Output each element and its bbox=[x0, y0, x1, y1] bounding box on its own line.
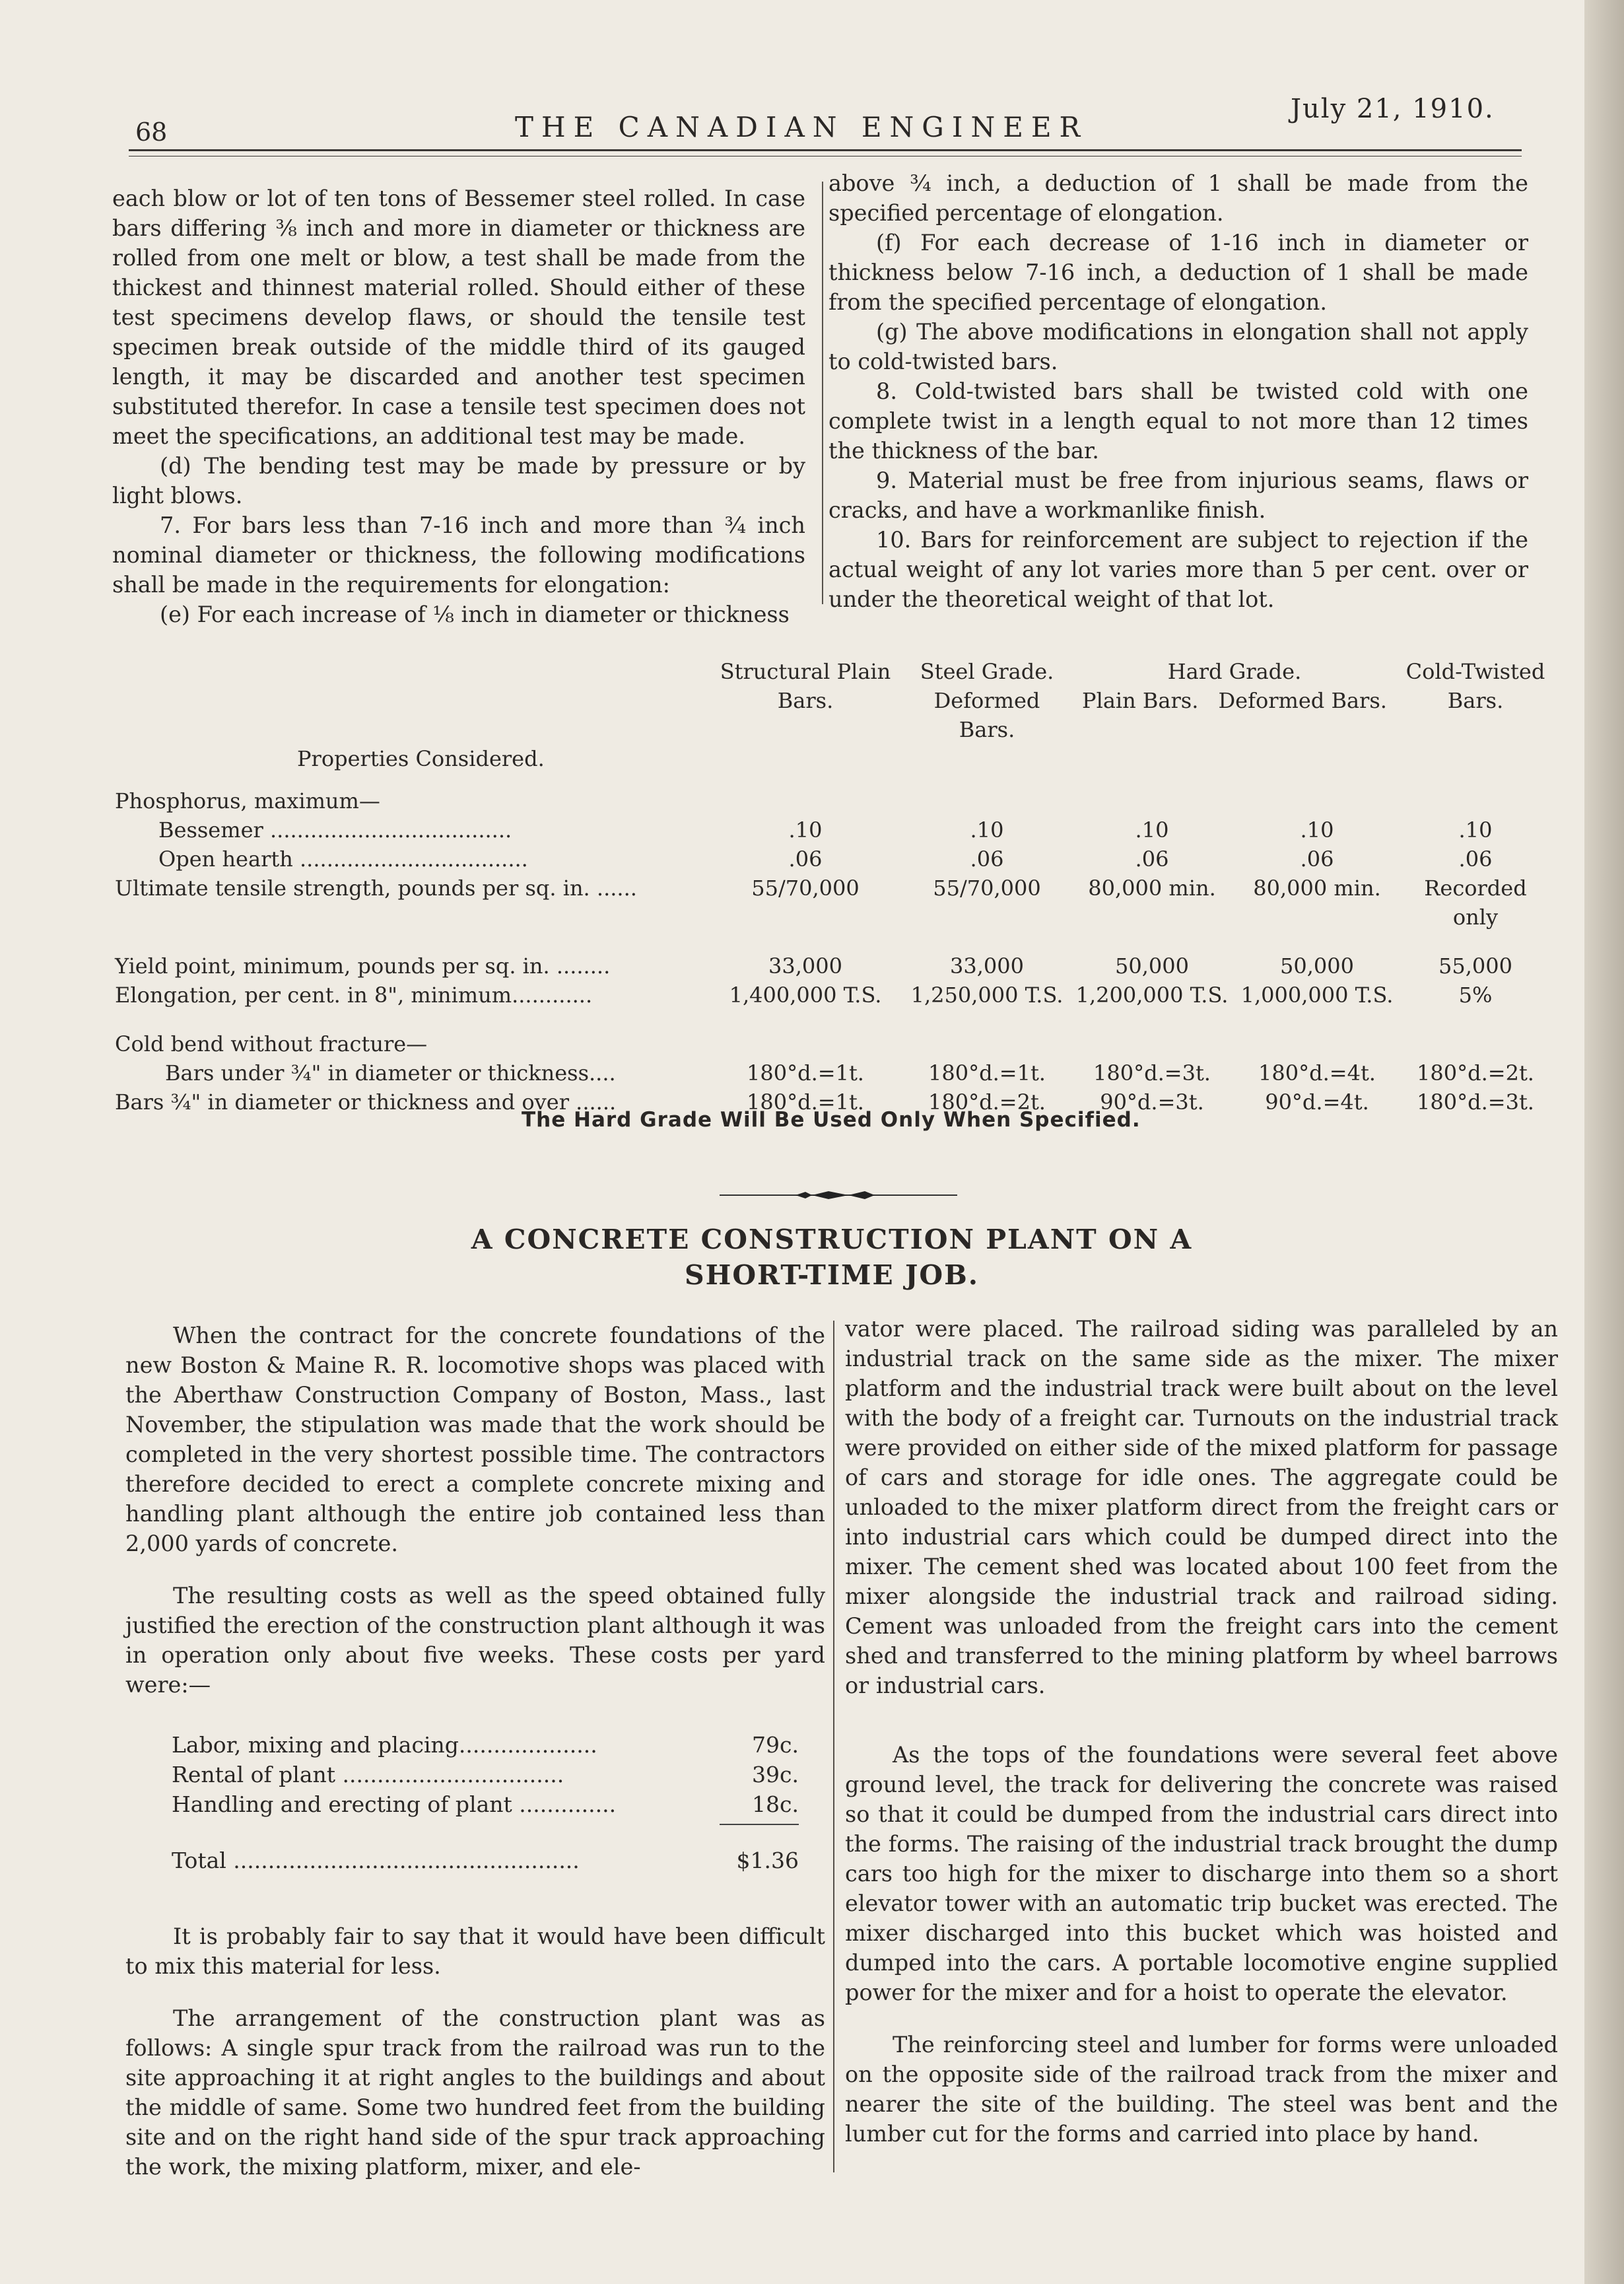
row-label: Cold bend without fracture— bbox=[115, 1031, 428, 1056]
table-cell: 90°d.=3t. bbox=[1100, 1090, 1204, 1115]
article-paragraph: When the contract for the concrete foundations of the new Boston & Maine R. R. locomotive shops was placed with the Aberthaw Construction Company of Boston, Mass., last November, the stipulation was made that the work should be completed in the very shortest possible time. The contractors therefore decided to erect a complete concrete mixing and handling plant although the entire job contained less than 2,000 yards of concrete. bbox=[125, 1323, 825, 1556]
header-rule bbox=[129, 149, 1522, 151]
table-cell: 180°d.=4t. bbox=[1258, 1060, 1376, 1086]
spec-paragraph: above ¾ inch, a deduction of 1 shall be made from the specified percentage of elongation. bbox=[829, 170, 1528, 226]
article-paragraph: As the tops of the foundations were several feet above ground level, the track for delivering the concrete was raised so that it could be dumped from the industrial cars direct into the forms. The raising of the industrial track brought the dump cars too high for the mixer to discharge into them so a short elevator tower with an automatic trip bucket was erected. The mixer discharged into this bucket which was hoisted and dumped into the cars. A portable locomotive engine supplied power for the mixer and for a hoist to operate the elevator. bbox=[845, 1742, 1558, 2005]
spec-paragraph: 10. Bars for reinforcement are subject to rejection if the actual weight of any lot varies more than 5 per cent. over or under the theoretical weight of that lot. bbox=[829, 527, 1528, 612]
article-paragraph: The reinforcing steel and lumber for forms were unloaded on the opposite side of the railroad track from the mixer and nearer the site of the building. The steel was bent and the lumber cut for the forms and carried into place by hand. bbox=[845, 2032, 1558, 2147]
table-cell: 1,250,000 T.S. bbox=[910, 983, 1064, 1008]
table-cell: 1,400,000 T.S. bbox=[729, 983, 882, 1008]
row-label: Yield point, minimum, pounds per sq. in. ........ bbox=[115, 953, 611, 979]
group-hard-grade bbox=[1069, 657, 1400, 744]
article-title-line-2: SHORT-TIME JOB. bbox=[684, 1259, 979, 1291]
table-cell: 1,200,000 T.S. bbox=[1075, 983, 1229, 1008]
table-row bbox=[112, 845, 1551, 874]
cost-total-label: Total .................................................. bbox=[172, 1848, 580, 1873]
table-row bbox=[112, 1029, 1551, 1058]
row-label: Elongation, per cent. in 8", minimum............ bbox=[115, 983, 593, 1008]
table-cell: 80,000 min. bbox=[1088, 876, 1216, 901]
group-steel-grade bbox=[904, 657, 1069, 744]
article-paragraph: vator were placed. The railroad siding was paralleled by an industrial track on the same side as the mixer. The mixer platform and the industrial track were built about on the level with the body of a freight car. Turnouts on the industrial track were provided on either side of the mixed platform for passage of cars and storage for idle ones. The aggregate could be unloaded to the mixer platform direct from the freight cars or into industrial cars which could be dumped direct into the mixer. The cement shed was located about 100 feet from the mixer alongside the industrial track and railroad siding. Cement was unloaded from the freight cars into the cement shed and transferred to the mining platform by wheel barrows or industrial cars. bbox=[845, 1316, 1558, 1698]
row-label: Bessemer .................................... bbox=[158, 817, 512, 843]
article-left-column-lower bbox=[125, 1921, 825, 2182]
table-cell: .10 bbox=[1135, 817, 1169, 843]
cost-row bbox=[172, 1760, 799, 1789]
table-cell: 180°d.=1t. bbox=[928, 1060, 1046, 1086]
col-properties-header: Properties Considered. bbox=[297, 746, 545, 771]
page-edge-shadow bbox=[1584, 0, 1624, 2284]
row-label: Open hearth .................................. bbox=[158, 847, 528, 872]
row-label: Bars under ¾" in diameter or thickness.... bbox=[165, 1060, 616, 1086]
table-cell: 55/70,000 bbox=[933, 876, 1041, 901]
issue-date: July 21, 1910. bbox=[1291, 94, 1495, 124]
table-cell: .06 bbox=[1135, 847, 1169, 872]
cost-row bbox=[172, 1730, 799, 1760]
cost-table bbox=[172, 1730, 799, 1875]
table-cell: 50,000 bbox=[1115, 953, 1189, 979]
table-row bbox=[112, 744, 1551, 773]
col-structural-header: Structural Plain Bars. bbox=[720, 659, 891, 713]
cost-label: Rental of plant ................................ bbox=[172, 1762, 564, 1787]
table-cell: .06 bbox=[788, 847, 823, 872]
spec-paragraph: 9. Material must be free from injurious seams, flaws or cracks, and have a workmanlike finish. bbox=[829, 467, 1528, 523]
table-cell: 5% bbox=[1458, 983, 1493, 1008]
table-cell: 180°d.=2t. bbox=[928, 1090, 1046, 1115]
table-row bbox=[112, 786, 1551, 815]
cost-row bbox=[172, 1789, 799, 1819]
table-cell: 80,000 min. bbox=[1253, 876, 1381, 901]
section-ornament-icon bbox=[720, 1189, 957, 1202]
article-title-line-1: A CONCRETE CONSTRUCTION PLANT ON A bbox=[471, 1224, 1193, 1255]
table-group-header bbox=[112, 657, 1551, 744]
article-paragraph: The resulting costs as well as the speed obtained fully justified the erection of the construction plant although it was in operation only about five weeks. These costs per yard were:— bbox=[125, 1583, 825, 1698]
table-row bbox=[112, 1058, 1551, 1088]
row-label: Ultimate tensile strength, pounds per sq. in. ...... bbox=[115, 876, 637, 901]
cost-label: Labor, mixing and placing.................... bbox=[172, 1732, 597, 1758]
table-cell: 50,000 bbox=[1280, 953, 1354, 979]
table-row bbox=[112, 981, 1551, 1010]
spec-paragraph: (e) For each increase of ⅛ inch in diameter or thickness bbox=[160, 602, 790, 627]
article-paragraph: It is probably fair to say that it would have been difficult to mix this material for less. bbox=[125, 1923, 825, 1979]
cost-total-row bbox=[172, 1846, 799, 1875]
table-cell: 33,000 bbox=[950, 953, 1024, 979]
table-cell: 55,000 bbox=[1438, 953, 1512, 979]
hard-grade-note: The Hard Grade Will Be Used Only When Specified. bbox=[522, 1108, 1141, 1132]
article-right-column bbox=[845, 1314, 1558, 2149]
table-cell: .10 bbox=[1458, 817, 1493, 843]
column-divider bbox=[833, 1321, 834, 2172]
table-cell: Recorded only bbox=[1424, 876, 1527, 930]
table-cell: .06 bbox=[970, 847, 1004, 872]
spec-right-column bbox=[829, 168, 1528, 614]
table-row bbox=[112, 874, 1551, 932]
table-row bbox=[112, 815, 1551, 845]
col-steel-deformed-header: Deformed Bars. bbox=[933, 688, 1040, 742]
table-cell: 90°d.=4t. bbox=[1265, 1090, 1369, 1115]
hard-grade-label: Hard Grade. bbox=[1167, 659, 1302, 684]
table-cell: 180°d.=1t. bbox=[747, 1090, 864, 1115]
spec-paragraph: (f) For each decrease of 1-16 inch in diameter or thickness below 7-16 inch, a deduction of 1 shall be made from the specified percentage of elongation. bbox=[829, 230, 1528, 315]
table-cell: .10 bbox=[788, 817, 823, 843]
cost-label: Handling and erecting of plant .............. bbox=[172, 1791, 617, 1817]
row-label: Phosphorus, maximum— bbox=[115, 788, 380, 813]
cost-total-amount: $1.36 bbox=[736, 1848, 799, 1873]
cost-amount: 39c. bbox=[752, 1762, 799, 1787]
table-row bbox=[112, 952, 1551, 981]
table-cell: 33,000 bbox=[768, 953, 842, 979]
bar-specification-table bbox=[112, 657, 1551, 1117]
journal-title: THE CANADIAN ENGINEER bbox=[515, 111, 1089, 143]
column-divider bbox=[822, 182, 823, 604]
article-paragraph: The arrangement of the construction plant was as follows: A single spur track from the railroad was run to the site approaching it at right angles to the buildings and about the middle of same. Some two hundred feet from the building site and on the right hand side of the spur track approaching the work, the mixing platform, mixer, and ele- bbox=[125, 2005, 825, 2180]
table-cell: 1,000,000 T.S. bbox=[1240, 983, 1394, 1008]
spec-paragraph: 8. Cold-twisted bars shall be twisted cold with one complete twist in a length equal to not more than 12 times the thickness of the bar. bbox=[829, 378, 1528, 464]
spec-paragraph: each blow or lot of ten tons of Bessemer steel rolled. In case bars differing ⅜ inch and more in diameter or thickness are rolled from one melt or blow, a test shall be made from the thickest and thinnest material rolled. Should either of these test specimens develop flaws, or should the tensile test specimen break outside of the middle third of its gauged length, it may be discarded and another test specimen substituted therefor. In case a tensile test specimen does not meet the specifications, an additional test may be made. bbox=[112, 186, 805, 449]
table-cell: .06 bbox=[1300, 847, 1334, 872]
steel-grade-label: Steel Grade. bbox=[920, 659, 1054, 684]
table-cell: 55/70,000 bbox=[751, 876, 860, 901]
table-cell: .06 bbox=[1458, 847, 1493, 872]
table-cell: 180°d.=2t. bbox=[1417, 1060, 1534, 1086]
article-left-column bbox=[125, 1321, 825, 1700]
col-hard-plain-header: Plain Bars. bbox=[1082, 688, 1199, 713]
table-cell: 180°d.=3t. bbox=[1417, 1090, 1534, 1115]
page-number: 68 bbox=[135, 118, 168, 147]
table-cell: 180°d.=1t. bbox=[747, 1060, 864, 1086]
spec-paragraph: 7. For bars less than 7-16 inch and more than ¾ inch nominal diameter or thickness, the following modifications shall be made in the requirements for elongation: bbox=[112, 512, 805, 598]
article-title bbox=[423, 1222, 1241, 1293]
cost-amount: 79c. bbox=[752, 1732, 799, 1758]
table-cell: 180°d.=3t. bbox=[1093, 1060, 1211, 1086]
sum-rule bbox=[720, 1824, 799, 1825]
spec-left-column bbox=[112, 184, 805, 629]
table-cell: .10 bbox=[1300, 817, 1334, 843]
row-label: Bars ¾" in diameter or thickness and over ...... bbox=[115, 1090, 617, 1115]
page-header bbox=[129, 86, 1522, 147]
spec-paragraph: (g) The above modifications in elongation shall not apply to cold-twisted bars. bbox=[829, 319, 1528, 374]
col-cold-twisted-header: Cold-Twisted Bars. bbox=[1405, 659, 1545, 713]
col-hard-deformed-header: Deformed Bars. bbox=[1218, 688, 1387, 713]
cost-amount: 18c. bbox=[752, 1791, 799, 1817]
table-cell: .10 bbox=[970, 817, 1004, 843]
spec-paragraph: (d) The bending test may be made by pressure or by light blows. bbox=[112, 453, 805, 508]
